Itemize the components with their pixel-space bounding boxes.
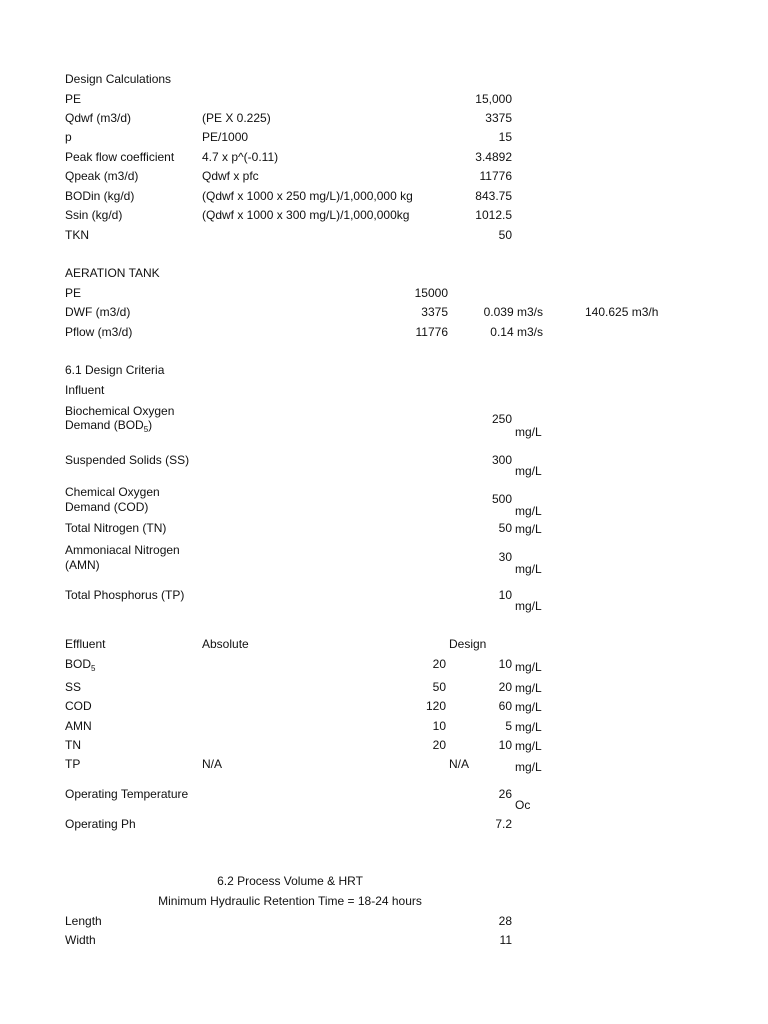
calc-label-bodin: BODin (kg/d): [65, 189, 135, 203]
influent-cod-unit: mg/L: [515, 504, 542, 518]
effluent-bod-label: $BOD_5$: [65, 657, 96, 673]
influent-bod-value: 250: [491, 412, 512, 426]
influent-cod-label-line2: Demand (COD): [65, 500, 149, 514]
calc-label-tkn: TKN: [65, 228, 89, 242]
calc-value-bodin: 843.75: [475, 189, 512, 203]
effluent-cod-label: COD: [65, 699, 92, 713]
effluent-ss-design: 20: [498, 680, 512, 694]
aeration-label-pe: PE: [65, 286, 82, 300]
operating-temperature-value: 26: [498, 787, 512, 801]
process-label-width: Width: [65, 933, 96, 947]
influent-ss-unit: mg/L: [515, 464, 542, 478]
influent-tn-unit: mg/L: [515, 522, 542, 536]
effluent-ss-label: SS: [65, 680, 82, 694]
calc-label-ssin: Ssin (kg/d): [65, 208, 123, 222]
effluent-absolute-heading: Absolute: [202, 637, 249, 651]
influent-bod-label-line1: Biochemical Oxygen: [65, 404, 175, 418]
effluent-tp-unit: mg/L: [515, 760, 542, 774]
influent-tn-label: Total Nitrogen (TN): [65, 521, 167, 535]
operating-temperature-unit: Oc: [515, 798, 531, 812]
effluent-amn-absolute: 10: [432, 719, 446, 733]
influent-amn-label-line2: (AMN): [65, 558, 100, 572]
effluent-cod-design: 60: [498, 699, 512, 713]
aeration-label-pflow: Pflow (m3/d): [65, 325, 133, 339]
effluent-bod-unit: mg/L: [515, 660, 542, 674]
design-calculations-title: Design Calculations: [65, 72, 172, 86]
calc-label-peak-flow-coefficient: Peak flow coefficient: [65, 150, 175, 164]
effluent-tp-absolute: N/A: [449, 757, 470, 771]
calc-label-pe: PE: [65, 92, 82, 106]
effluent-cod-absolute: 120: [425, 699, 446, 713]
influent-cod-label-line1: Chemical Oxygen: [65, 485, 160, 499]
effluent-amn-label: AMN: [65, 719, 92, 733]
effluent-cod-unit: mg/L: [515, 700, 542, 714]
influent-amn-unit: mg/L: [515, 562, 542, 576]
influent-tp-label: Total Phosphorus (TP): [65, 588, 185, 602]
influent-cod-value: 500: [491, 492, 512, 506]
influent-bod-label-line2: Demand $(BOD_5)$: [65, 418, 153, 434]
calc-value-ssin: 1012.5: [475, 208, 512, 222]
calc-formula-ssin: (Qdwf x 1000 x 300 mg/L)/1,000,000kg: [202, 208, 410, 222]
process-volume-title: 6.2 Process Volume & HRT: [217, 874, 363, 888]
effluent-ss-unit: mg/L: [515, 681, 542, 695]
effluent-ss-absolute: 50: [432, 680, 446, 694]
operating-ph-value: 7.2: [495, 817, 512, 831]
effluent-tp-label: TP: [65, 757, 81, 771]
influent-tp-value: 10: [498, 588, 512, 602]
influent-ss-value: 300: [491, 453, 512, 467]
calc-value-tkn: 50: [498, 228, 512, 242]
aeration-dwf-m3s: 0.039 m3/s: [483, 305, 543, 319]
process-value-width: 11: [499, 933, 512, 947]
process-value-length: 28: [498, 914, 512, 928]
calc-value-p: 15: [498, 130, 512, 144]
influent-bod-unit: mg/L: [515, 425, 542, 439]
effluent-tn-design: 10: [498, 738, 512, 752]
aeration-value-pflow: 11776: [415, 325, 448, 339]
effluent-tn-unit: mg/L: [515, 739, 542, 753]
effluent-tp-absolute-note: N/A: [202, 757, 223, 771]
effluent-amn-unit: mg/L: [515, 720, 542, 734]
aeration-label-dwf: DWF (m3/d): [65, 305, 131, 319]
process-volume-subtitle: Minimum Hydraulic Retention Time = 18-24 hours: [158, 894, 422, 908]
effluent-bod-absolute: 20: [432, 657, 446, 671]
operating-temperature-label: Operating Temperature: [65, 787, 189, 801]
influent-heading: Influent: [65, 383, 105, 397]
aeration-value-pe: 15000: [414, 286, 448, 300]
aeration-pflow-m3s: 0.14 m3/s: [490, 325, 543, 339]
calc-formula-bodin: (Qdwf x 1000 x 250 mg/L)/1,000,000 kg: [202, 189, 413, 203]
aeration-value-dwf: 3375: [421, 305, 448, 319]
operating-ph-label: Operating Ph: [65, 817, 136, 831]
process-label-length: Length: [65, 914, 102, 928]
effluent-tn-absolute: 20: [432, 738, 446, 752]
calc-value-peak-flow-coefficient: 3.4892: [475, 150, 512, 164]
effluent-heading: Effluent: [65, 637, 106, 651]
aeration-dwf-m3h: 140.625 m3/h: [585, 305, 659, 319]
calc-value-pe: 15,000: [475, 92, 512, 106]
calc-label-p: p: [65, 130, 72, 144]
calc-label-qdwf: Qdwf (m3/d): [65, 111, 132, 125]
aeration-tank-title: AERATION TANK: [65, 266, 160, 280]
effluent-bod-design: 10: [498, 657, 512, 671]
influent-tp-unit: mg/L: [515, 599, 542, 613]
influent-amn-label-line1: Ammoniacal Nitrogen: [65, 543, 180, 557]
influent-amn-value: 30: [498, 550, 512, 564]
calc-value-qdwf: 3375: [485, 111, 512, 125]
calc-label-qpeak: Qpeak (m3/d): [65, 169, 139, 183]
calc-formula-qpeak: Qdwf x pfc: [202, 169, 259, 183]
effluent-tn-label: TN: [65, 738, 81, 752]
calc-formula-peak-flow-coefficient: 4.7 x p^(-0.11): [202, 150, 279, 164]
influent-ss-label: Suspended Solids (SS): [65, 453, 190, 467]
calc-formula-qdwf: (PE X 0.225): [202, 111, 271, 125]
design-criteria-title: 6.1 Design Criteria: [65, 363, 165, 377]
effluent-design-heading: Design: [449, 637, 487, 651]
calc-value-qpeak: 11776: [479, 169, 512, 183]
calc-formula-p: PE/1000: [202, 130, 249, 144]
influent-tn-value: 50: [498, 521, 512, 535]
effluent-amn-design: 5: [505, 719, 512, 733]
